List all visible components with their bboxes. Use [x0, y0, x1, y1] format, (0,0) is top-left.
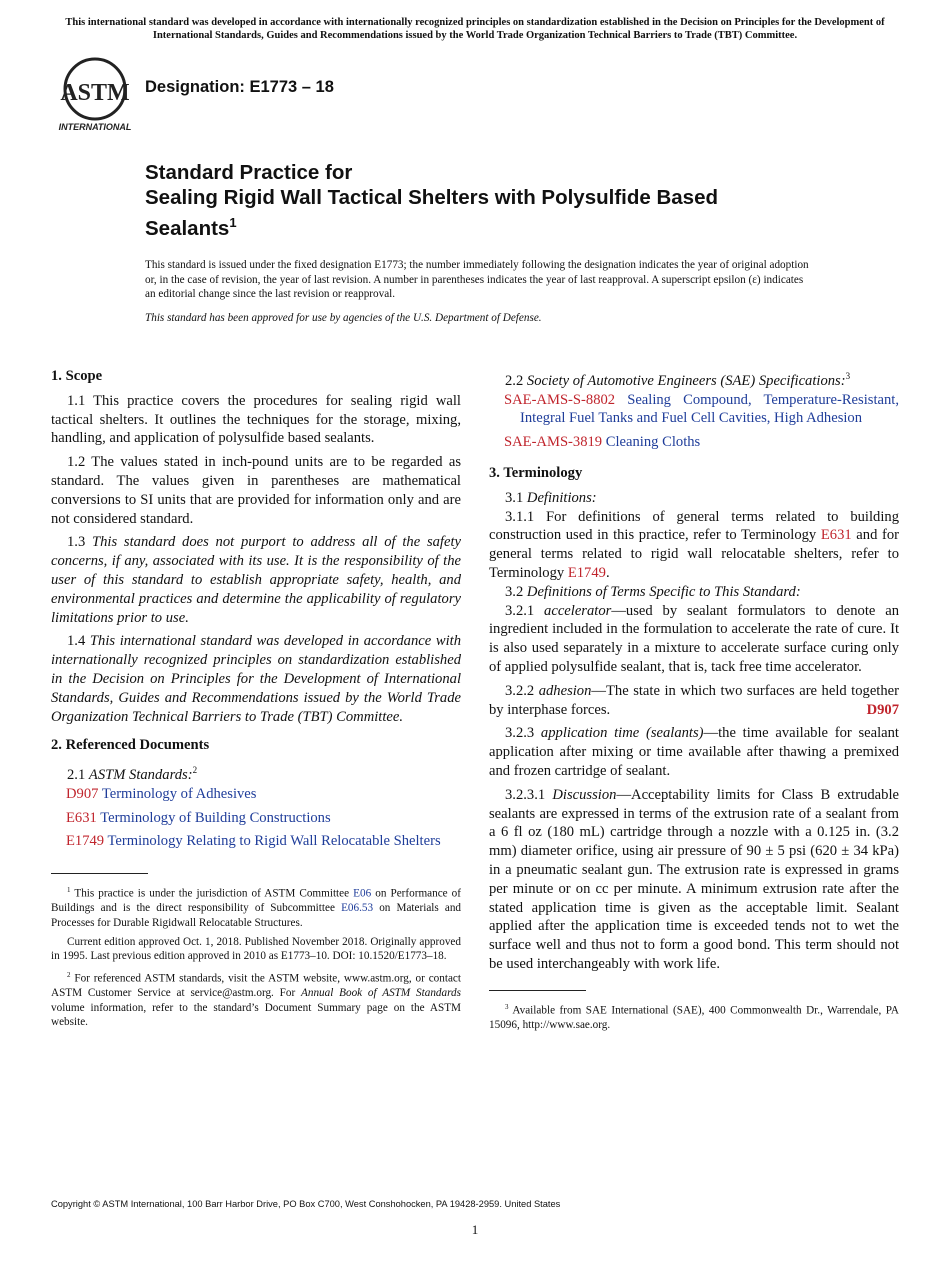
designation: Designation: E1773 – 18: [145, 78, 334, 96]
page-number: 1: [471, 1222, 479, 1237]
scope-1-3-num: 1.3: [67, 534, 86, 551]
edition-note: Current edition approved Oct. 1, 2018. Published November 2018. Originally approved in 1995. Last previous edition approved in 2010 as E1773–10. DOI: 10.1520/E1773–18.: [51, 935, 461, 963]
right-column: [489, 367, 899, 1037]
e631-link[interactable]: E631: [820, 527, 852, 544]
term-adhesion-num: 3.2.2: [505, 682, 535, 699]
left-column: [51, 367, 461, 1034]
ref-title[interactable]: Terminology of Adhesives: [101, 785, 257, 802]
term-3-1-1: [489, 508, 899, 583]
footnote-1-text-b: on Performance of Buildings and is the direct responsibility of Subcommittee: [51, 887, 462, 915]
title-line-2: Sealing Rigid Wall Tactical Shelters with Polysulfide Based: [145, 186, 718, 209]
scope-1-4: [51, 632, 461, 726]
scope-1-3: [51, 533, 461, 627]
term-application-time: [489, 724, 899, 780]
astm-reference-list: [51, 785, 461, 851]
discussion-num: 3.2.3.1: [505, 786, 546, 803]
ref-title[interactable]: Terminology of Building Constructions: [100, 809, 331, 826]
footnote-1-text-a: This practice is under the jurisdiction of ASTM Committee: [74, 887, 350, 900]
term-accelerator-def: —used by sealant formulators to denote an ingredient included in the formulation to accelerate the rate of cure. It is also used separately in a mixture to accelerate surface curing only of applied polysulfide sealant, that is, tack free time accelerator.: [489, 602, 899, 676]
discussion: [489, 786, 899, 974]
definitions-text: Definitions:: [526, 489, 597, 506]
definitions-num: 3.1: [505, 489, 524, 506]
scope-1-4-num: 1.4: [67, 633, 86, 650]
ref-title[interactable]: Sealing Compound, Temperature-Resistant, Integral Fuel Tanks and Fuel Cell Cavities, High Adhesion: [520, 391, 899, 427]
terminology-heading: 3. Terminology: [489, 465, 583, 482]
copyright: Copyright © ASTM International, 100 Barr Harbor Drive, PO Box C700, West Conshohocken, PA 19428-2959. United States: [51, 1199, 561, 1209]
term-application-time-def: —the time available for sealant application after mixing or time available after thawing a premixed and frozen cartridge of sealant.: [489, 725, 899, 779]
ref-item[interactable]: [51, 832, 461, 851]
ref-title[interactable]: Terminology Relating to Rigid Wall Relocatable Shelters: [107, 833, 441, 850]
scope-heading: 1. Scope: [51, 368, 103, 384]
preamble: [145, 258, 810, 334]
term-3-1-1-end: .: [605, 565, 610, 582]
ref-code[interactable]: SAE-AMS-S-8802: [504, 391, 616, 408]
refdocs-heading: 2. Referenced Documents: [51, 737, 210, 754]
ref-code[interactable]: E1749: [66, 833, 105, 850]
term-adhesion-def: —The state in which two surfaces are held together by interphase forces.: [489, 682, 899, 718]
term-3-1-1-text-b: and for general terms related to rigid wall relocatable shelters, refer to Terminology: [489, 527, 899, 582]
footnote-1-mark: 1: [67, 886, 71, 895]
title-line-1: Standard Practice for: [145, 161, 353, 184]
sae-specs-sup: 3: [845, 371, 851, 381]
definitions-label: [489, 489, 899, 508]
footnote-1-text-c: on Materials and Processes for Durable Rigidwall Relocatable Structures.: [51, 902, 462, 929]
ref-code[interactable]: SAE-AMS-3819: [504, 434, 603, 451]
scope-1-2: 1.2 The values stated in inch-pound units are to be regarded as standard. The values given in parentheses are mathematical conversions to SI units that are provided for information only and are not considered standard.: [51, 454, 461, 527]
ref-item[interactable]: [51, 809, 461, 828]
specific-terms-label: [489, 583, 899, 602]
footnote-2-text-a: For referenced ASTM standards, visit the ASTM website, www.astm.org, or contact ASTM Customer Service at service@astm.org. For: [51, 973, 461, 1000]
logo-wordmark: ASTM: [60, 80, 130, 106]
footnote-rule: [489, 990, 586, 991]
tbt-notice: This international standard was developed in accordance with internationally recognized principles on standardization established in the Decision on Principles for the Development of International Standards, Guides and Recommendations issued by the World Trade Organization Technical Barriers to Trade (TBT) Committee.: [65, 17, 885, 41]
scope-1-4-text: This international standard was developed in accordance with internationally recognized principles on standardization established in the Decision on Principles for the Development of International Standards, Guides and Recommendations issued by the World Trade Organization Technical Barriers to Trade (TBT) Committee.: [51, 633, 462, 725]
discussion-term: Discussion: [552, 786, 617, 803]
astm-logo: [54, 56, 136, 134]
footnote-rule: [51, 873, 148, 874]
astm-standards-num: 2.1: [67, 767, 86, 783]
specific-terms-num: 3.2: [505, 583, 524, 600]
footnote-2-mark: 2: [67, 971, 71, 980]
e1749-link[interactable]: E1749: [567, 565, 606, 582]
scope-1-1: 1.1 This practice covers the procedures for sealing rigid wall tactical shelters. It outlines the techniques for the storage, mixing, handling, and application of polysulfide based sealants.: [51, 392, 461, 447]
footnote-2-text-b: volume information, refer to the standard’s Document Summary page on the ASTM website.: [51, 1001, 461, 1029]
ref-item[interactable]: [489, 391, 899, 429]
footnote-3-mark: 3: [505, 1002, 509, 1011]
sae-specs-label: [489, 367, 899, 391]
ref-item[interactable]: [489, 433, 899, 452]
sae-reference-list: [489, 391, 899, 452]
ref-title[interactable]: Cleaning Cloths: [605, 434, 701, 451]
sae-specs-text: Society of Automotive Engineers (SAE) Specifications:: [526, 372, 846, 389]
footnote-2: [51, 968, 461, 1029]
sae-specs-num: 2.2: [505, 372, 524, 389]
term-adhesion-term: adhesion: [538, 682, 592, 699]
ref-code[interactable]: D907: [66, 785, 99, 802]
footnote-3: [489, 1000, 899, 1032]
term-application-time-num: 3.2.3: [505, 725, 535, 742]
discussion-text: —Acceptability limits for Class B extrudable sealants are expressed in terms of the extrusion rate of a sealant from a 6 fl oz (180 mL) cartridge through a nozzle with a 0.125 in. (3.2 mm) diameter orifice, using air pressure of 90 ± 5 psi (620 ± 34 kPa) in a pneumatic sealant gun. The extrusion rate is expressed in grams per minute or on cc per minute. A minimum extrusion rate after the stated application time is given as the acceptable limit. Sealant applied after the application time is exceeded tends not to wet the surface well and thus not to form a good bond. This term should not be used interchangeably with work life.: [489, 786, 899, 972]
astm-standards-sup: 2: [192, 765, 198, 776]
term-adhesion: [489, 682, 899, 720]
specific-terms-text: Definitions of Terms Specific to This Standard:: [526, 583, 801, 600]
term-application-time-term: application time (sealants): [540, 725, 704, 742]
ref-item[interactable]: [51, 785, 461, 804]
standard-title: [145, 160, 865, 241]
footnote-2-italic: Annual Book of ASTM Standards: [301, 987, 461, 1000]
term-3-1-1-text-a: 3.1.1 For definitions of general terms related to building construction used in this practice, refer to Terminology: [489, 508, 899, 544]
subcommittee-link[interactable]: E06.53: [341, 902, 374, 915]
scope-1-3-text: This standard does not purport to address all of the safety concerns, if any, associated with its use. It is the responsibility of the user of this standard to establish appropriate safety, health, and environmental practices and determine the applicability of regulatory limitations prior to use.: [51, 534, 461, 626]
issue-note: This standard is issued under the fixed designation E1773; the number immediately following the designation indicates the year of original adoption or, in the case of revision, the year of last revision. A number in parentheses indicates the year of last reapproval. A superscript epsilon (ε) indicates an editorial change since the last revision or reapproval.: [145, 259, 809, 300]
astm-standards-label: [51, 761, 461, 785]
dod-note: This standard has been approved for use by agencies of the U.S. Department of Defense.: [145, 311, 542, 324]
term-accelerator-num: 3.2.1: [505, 602, 535, 619]
footnote-1: [51, 883, 461, 930]
d907-source-link[interactable]: D907: [866, 701, 899, 718]
title-footnote-mark: 1: [229, 215, 237, 230]
footnote-3-text: Available from SAE International (SAE), 400 Commonwealth Dr., Warrendale, PA 15096, http://www.sae.org.: [489, 1004, 899, 1031]
committee-link[interactable]: E06: [353, 887, 372, 900]
term-accelerator: [489, 602, 899, 677]
logo-subtext: INTERNATIONAL: [58, 122, 132, 132]
astm-standards-text: ASTM Standards:: [88, 767, 193, 783]
term-accelerator-term: accelerator: [544, 602, 612, 619]
title-line-3: Sealants: [145, 216, 230, 240]
ref-code[interactable]: E631: [66, 809, 97, 826]
